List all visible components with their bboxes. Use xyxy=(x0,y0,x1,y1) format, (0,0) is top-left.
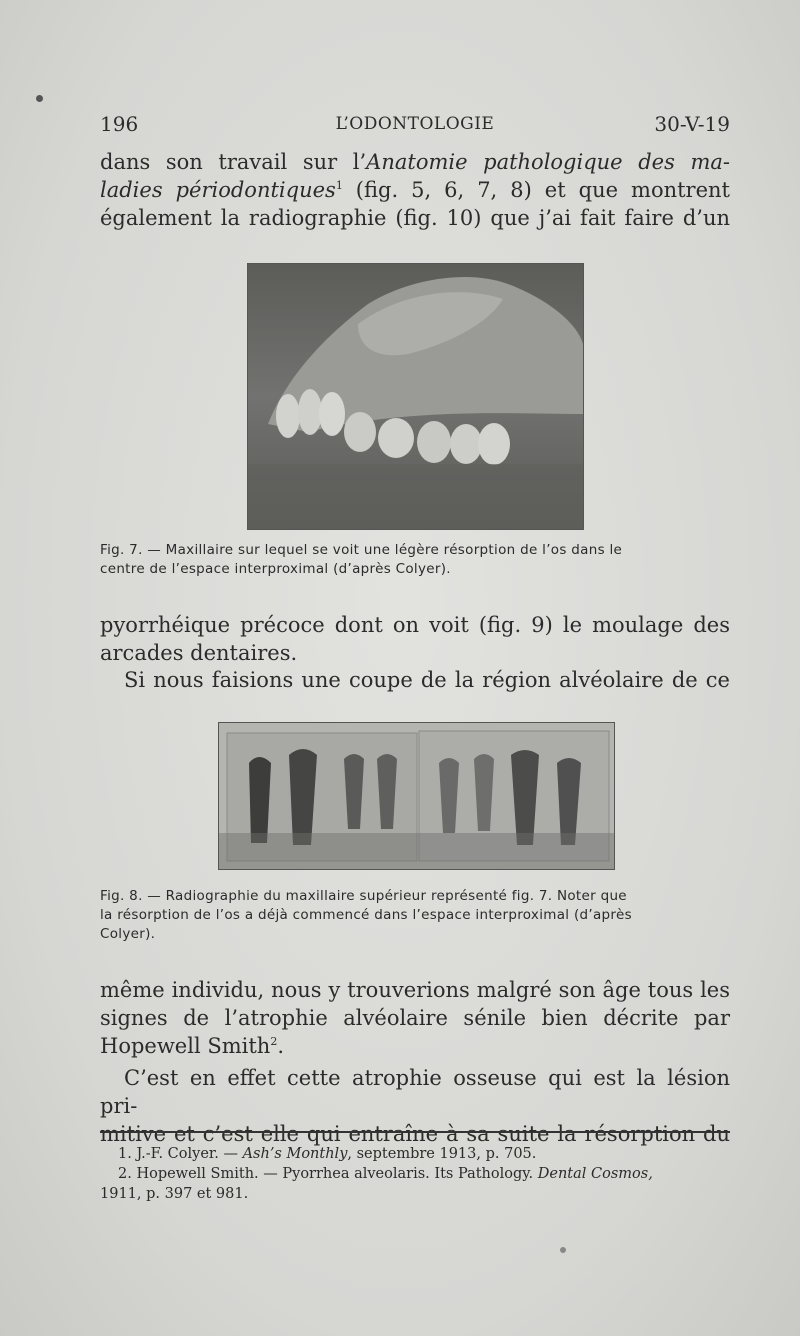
maxilla-photo-illustration xyxy=(248,264,583,529)
caption-line: Colyer). xyxy=(100,926,156,942)
caption-line: centre de l’espace interproximal (d’après Colyer). xyxy=(100,561,451,577)
journal-title: L’ODONTOLOGIE xyxy=(335,114,495,134)
footnote-1 xyxy=(118,1144,748,1164)
text-line xyxy=(100,148,730,176)
footnote-2-continuation: 1911, p. 397 et 981. xyxy=(100,1186,249,1202)
text-line: arcades dentaires. xyxy=(100,641,298,665)
text-line: Si nous faisions une coupe de la région alvéolaire de ce xyxy=(124,668,730,692)
radiograph-illustration xyxy=(219,723,614,869)
figure-7-photo xyxy=(247,263,584,530)
page-number: 196 xyxy=(100,112,139,136)
figure-8-caption xyxy=(100,887,730,944)
text-line: même individu, nous y trouverions malgré son âge tous les xyxy=(100,978,730,1002)
italic-title: Ash’s Monthly xyxy=(242,1146,348,1162)
text-line xyxy=(100,176,730,204)
caption-line: Fig. 8. — Radiographie du maxillaire supérieur représenté fig. 7. Noter que xyxy=(100,888,627,904)
italic-title: Anatomie pathologique des ma- xyxy=(366,150,730,174)
figure-7-caption xyxy=(100,541,730,579)
text-line: également la radiographie (fig. 10) que j’ai fait faire d’un xyxy=(100,206,730,230)
footnote-rule xyxy=(100,1131,730,1133)
text-line xyxy=(100,1032,730,1060)
text-span: . xyxy=(277,1034,285,1058)
figure-8-radiograph xyxy=(218,722,615,870)
text-line: pyorrhéique précoce dont on voit (fig. 9) le moulage des xyxy=(100,613,730,637)
running-header xyxy=(100,112,730,142)
footnote-ref: 1 xyxy=(335,179,343,192)
text-line: C’est en effet cette atrophie osseuse qui est la lésion pri- xyxy=(100,1066,730,1118)
text-span: dans son travail sur l’ xyxy=(100,150,367,174)
italic-title: Dental Cosmos, xyxy=(537,1166,653,1182)
text-span: (fig. 5, 6, 7, 8) et que montrent xyxy=(342,178,730,202)
footnote-2 xyxy=(118,1164,730,1184)
ink-spot xyxy=(36,95,43,102)
caption-line: la résorption de l’os a déjà commencé dans l’espace interproximal (d’après xyxy=(100,907,632,923)
paragraph-5 xyxy=(100,1064,730,1148)
text-span: Hopewell Smith xyxy=(100,1034,271,1058)
paragraph-4 xyxy=(100,976,730,1060)
text-line: signes de l’atrophie alvéolaire sénile bien décrite par xyxy=(100,1006,730,1030)
text-line: mitive et c’est elle qui entraîne à sa suite la résorption du xyxy=(100,1122,730,1146)
footnote-ref: 2 xyxy=(270,1035,278,1048)
paragraph-1 xyxy=(100,148,730,232)
ink-spot xyxy=(560,1247,566,1253)
text-span: , septembre 1913, p. 705. xyxy=(347,1146,537,1162)
caption-line: Fig. 7. — Maxillaire sur lequel se voit une légère résorption de l’os dans le xyxy=(100,542,623,558)
paragraph-2 xyxy=(100,611,730,667)
paragraph-3 xyxy=(100,666,730,694)
text-span: 1. J.-F. Colyer. — xyxy=(118,1146,243,1162)
italic-title: ladies périodontiques xyxy=(100,178,336,202)
text-span: 2. Hopewell Smith. — Pyorrhea alveolaris. Its Pathology. xyxy=(118,1166,538,1182)
issue-date: 30-V-19 xyxy=(654,112,730,136)
